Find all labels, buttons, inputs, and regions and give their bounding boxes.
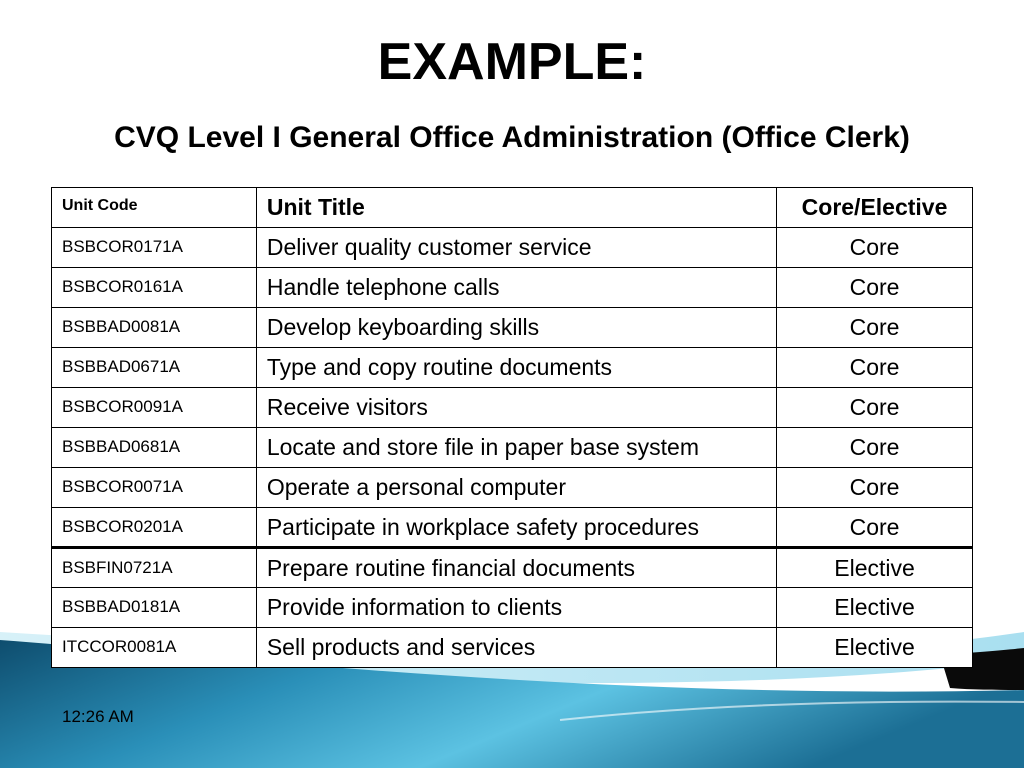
- table-row: [52, 588, 973, 628]
- slide-subtitle: CVQ Level I General Office Administration (Office Clerk): [114, 121, 910, 154]
- unit-type-cell: Core: [777, 268, 973, 308]
- unit-code-cell: BSBCOR0091A: [52, 388, 257, 428]
- unit-type-cell: Core: [777, 428, 973, 468]
- unit-type-cell: Core: [777, 468, 973, 508]
- unit-title-cell: Participate in workplace safety procedures: [256, 508, 776, 548]
- unit-title-cell: Prepare routine financial documents: [256, 548, 776, 588]
- table-row: [52, 508, 973, 548]
- header-unit-title: Unit Title: [256, 188, 776, 228]
- unit-type-cell: Core: [777, 348, 973, 388]
- unit-title-cell: Type and copy routine documents: [256, 348, 776, 388]
- unit-type-cell: Core: [777, 228, 973, 268]
- unit-type-cell: Elective: [777, 628, 973, 668]
- table-row: [52, 388, 973, 428]
- table-row: [52, 268, 973, 308]
- header-unit-code: Unit Code: [52, 188, 257, 228]
- unit-title-cell: Handle telephone calls: [256, 268, 776, 308]
- unit-code-cell: BSBBAD0671A: [52, 348, 257, 388]
- table-row: [52, 548, 973, 588]
- unit-code-cell: BSBCOR0201A: [52, 508, 257, 548]
- table-header-row: [52, 188, 973, 228]
- table-row: [52, 428, 973, 468]
- table-row: [52, 228, 973, 268]
- unit-title-cell: Deliver quality customer service: [256, 228, 776, 268]
- unit-type-cell: Elective: [777, 588, 973, 628]
- unit-title-cell: Operate a personal computer: [256, 468, 776, 508]
- slide-title: EXAMPLE:: [377, 33, 647, 91]
- unit-code-cell: BSBCOR0161A: [52, 268, 257, 308]
- unit-type-cell: Core: [777, 308, 973, 348]
- unit-title-cell: Receive visitors: [256, 388, 776, 428]
- slide-time: 12:26 AM: [62, 707, 134, 726]
- unit-code-cell: BSBCOR0071A: [52, 468, 257, 508]
- unit-title-cell: Provide information to clients: [256, 588, 776, 628]
- header-core-elective: Core/Elective: [777, 188, 973, 228]
- unit-code-cell: BSBBAD0081A: [52, 308, 257, 348]
- unit-code-cell: BSBFIN0721A: [52, 548, 257, 588]
- table-row: [52, 348, 973, 388]
- unit-title-cell: Locate and store file in paper base system: [256, 428, 776, 468]
- unit-code-cell: BSBCOR0171A: [52, 228, 257, 268]
- unit-type-cell: Core: [777, 508, 973, 548]
- table-row: [52, 628, 973, 668]
- unit-type-cell: Core: [777, 388, 973, 428]
- table-row: [52, 308, 973, 348]
- unit-title-cell: Develop keyboarding skills: [256, 308, 776, 348]
- unit-code-cell: BSBBAD0181A: [52, 588, 257, 628]
- units-table: [51, 187, 973, 668]
- unit-code-cell: ITCCOR0081A: [52, 628, 257, 668]
- unit-title-cell: Sell products and services: [256, 628, 776, 668]
- unit-code-cell: BSBBAD0681A: [52, 428, 257, 468]
- table-row: [52, 468, 973, 508]
- unit-type-cell: Elective: [777, 548, 973, 588]
